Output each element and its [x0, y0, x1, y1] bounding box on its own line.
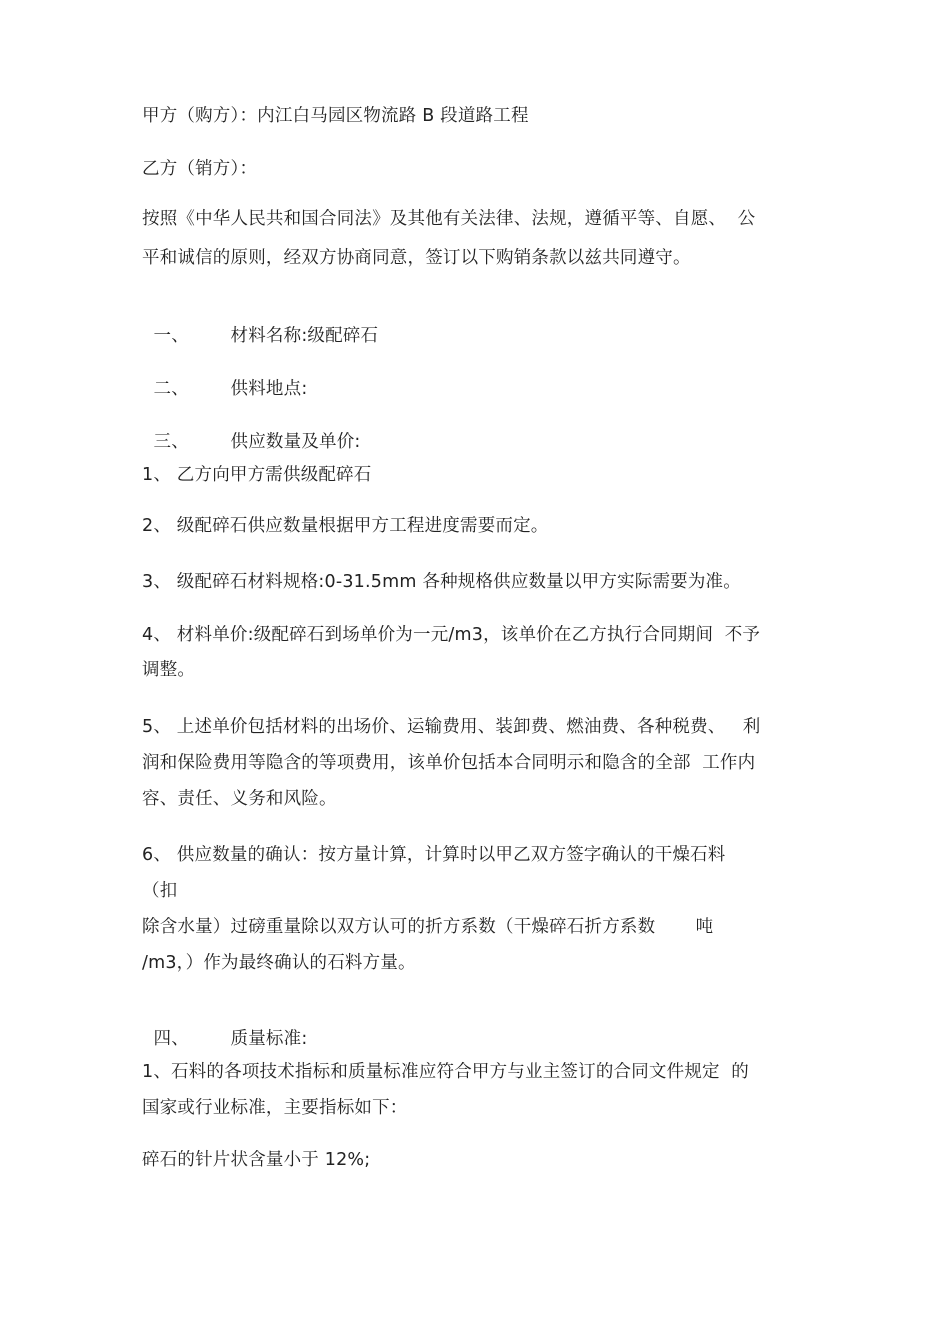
- section-title: 供料地点:: [230, 379, 308, 399]
- section-title: 材料名称:级配碎石: [230, 326, 379, 346]
- supply-item-5-line-1: 5、 上述单价包括材料的出场价、运输费用、装卸费、燃油费、各种税费、 利: [142, 717, 761, 737]
- supply-item-2: 2、 级配碎石供应数量根据甲方工程进度需要而定。: [142, 516, 549, 536]
- quality-item-1-line-2: 国家或行业标准，主要指标如下：: [142, 1098, 408, 1118]
- party-a-line: 甲方（购方）：内江白马园区物流路 B 段道路工程: [142, 106, 529, 126]
- section-4: [142, 1003, 307, 1051]
- preamble-line-1: 按照《中华人民共和国合同法》及其他有关法律、法规，遵循平等、自愿、 公: [142, 209, 756, 229]
- section-number: 四、: [153, 1029, 189, 1049]
- supply-item-5-line-2: 润和保险费用等隐含的等项费用，该单价包括本合同明示和隐含的全部 工作内: [142, 753, 756, 773]
- quality-item-2: 碎石的针片状含量小于 12%;: [142, 1150, 371, 1170]
- section-2: [142, 353, 307, 401]
- supply-item-4-line-1: 4、 材料单价:级配碎石到场单价为一元/m3，该单价在乙方执行合同期间 不予: [142, 625, 761, 645]
- supply-item-5-line-3: 容、责任、义务和风险。: [142, 789, 337, 809]
- supply-item-3: 3、 级配碎石材料规格:0-31.5mm 各种规格供应数量以甲方实际需要为准。: [142, 572, 741, 592]
- supply-item-6-line-4: /m3，）作为最终确认的石料方量。: [142, 953, 416, 973]
- supply-item-6-line-2: （扣: [142, 881, 178, 901]
- section-title: 质量标准:: [230, 1029, 308, 1049]
- section-number: 三、: [153, 432, 189, 452]
- supply-item-6-line-1: 6、 供应数量的确认：按方量计算，计算时以甲乙双方签字确认的干燥石料: [142, 845, 726, 865]
- party-b-line: 乙方（销方）：: [142, 159, 258, 179]
- section-title: 供应数量及单价:: [230, 432, 361, 452]
- supply-item-1: 1、 乙方向甲方需供级配碎石: [142, 465, 372, 485]
- section-number: 一、: [153, 326, 189, 346]
- section-number: 二、: [153, 379, 189, 399]
- quality-item-1-line-1: 1、石料的各项技术指标和质量标准应符合甲方与业主签订的合同文件规定 的: [142, 1062, 749, 1082]
- supply-item-4-line-2: 调整。: [142, 660, 196, 680]
- supply-item-6-line-3: 除含水量）过磅重量除以双方认可的折方系数（干燥碎石折方系数 吨: [142, 917, 714, 937]
- preamble-line-2: 平和诚信的原则，经双方协商同意，签订以下购销条款以兹共同遵守。: [142, 248, 691, 268]
- section-3: [142, 406, 361, 454]
- section-1: [142, 300, 378, 348]
